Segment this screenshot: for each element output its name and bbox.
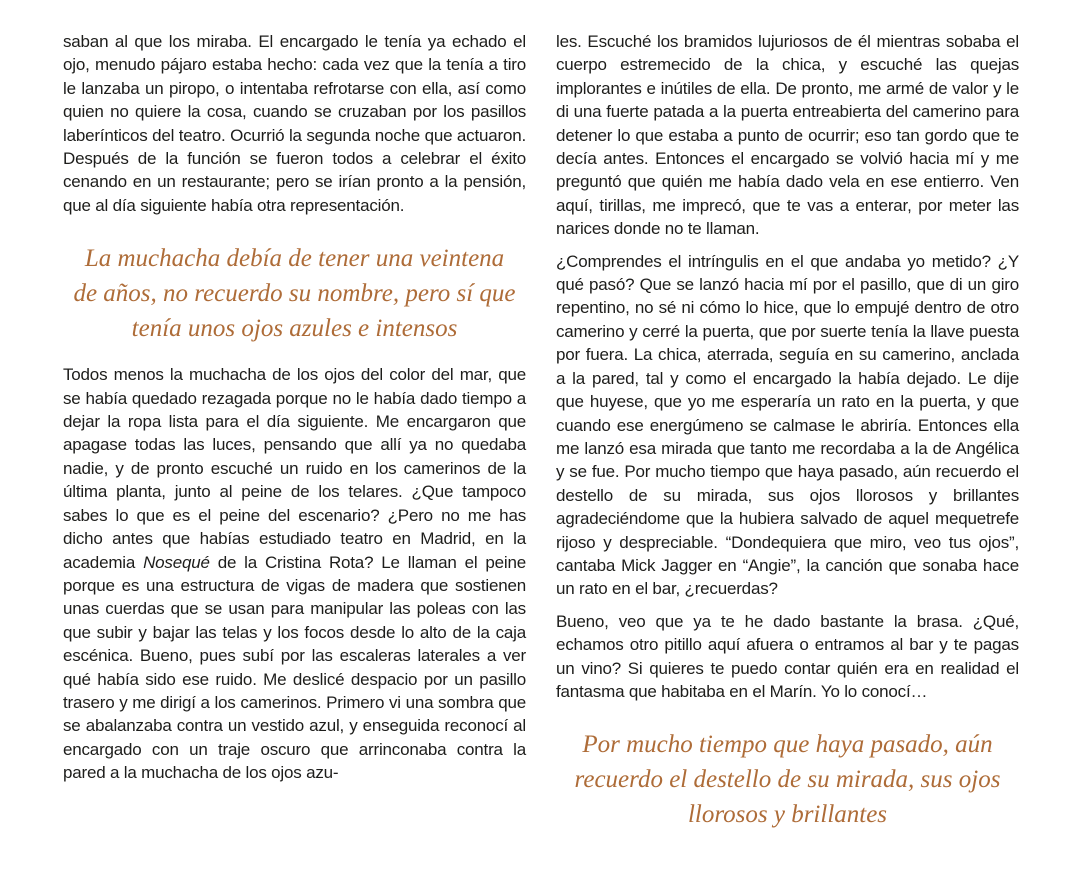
pull-quote-line: Por mucho tiempo que haya pasado, aún — [582, 731, 993, 759]
paragraph-text: ¿Comprendes el intríngulis en el que andaba yo metido? ¿Y qué pasó? Que se lanzó hacia mí por el pasillo, que di un giro repentino, no sé ni cómo lo hice, que lo empujé dentro de otro camerino y cerré la puerta, que por suerte tenía la llave puesta por fuera. La chica, aterrada, seguía en su camerino, anclada a la pared, tal y como el encargado la había dejado. Le dije que huyese, que yo me esperaría un rato en la puerta, y que cuando ese energúmeno se calmase le abriría. Entonces ella me lanzó esa mirada que tanto me recordaba a la de Angélica y se fue. Por mucho tiempo que haya pasado, aún recuerdo el destello de su mirada, sus ojos llorosos y brillantes agradeciéndome que la hubiera salvado de aquel mequetrefe rijoso y despreciable. “Dondequiera que miro, veo tus ojos”, cantaba Mick Jagger en “Angie”, la canción que sonaba hace un rato en el bar, ¿recuerdas? — [556, 251, 1019, 599]
pull-quote — [556, 727, 1019, 832]
body-paragraph — [63, 30, 526, 217]
paragraph-text: saban al que los miraba. El encargado le tenía ya echado el ojo, menudo pájaro estaba hecho: cada vez que la tenía a tiro le lanzaba un piropo, o intentaba refrotarse con ella, así como quien no quiere la cosa, cuando se cruzaban por los pasillos laberínticos del teatro. Ocurrió la segunda noche que actuaron. Después de la función se fueron todos a celebrar el éxito cenando en un restaurante; pero se irían pronto a la pensión, que al día siguiente había otra representación. — [63, 32, 526, 215]
pull-quote-line: tenía unos ojos azules e intensos — [131, 315, 458, 343]
paragraph-text: les. Escuché los bramidos lujuriosos de él mientras sobaba el cuerpo estremecido de la chica, y escuché las quejas implorantes e inútiles de ella. De pronto, me armé de valor y le di una fuerte patada a la puerta entreabierta del camerino para detener lo que estaba a punto de ocurrir; eso tan gordo que te decía antes. Entonces el encargado se volvió hacia mí y me preguntó que quién me había dado vela en ese entierro. Ven aquí, tirillas, me imprecó, que te vas a enterar, por meter las narices donde no te llaman. — [556, 32, 1019, 239]
pull-quote-line: recuerdo el destello de su mirada, sus ojos — [574, 766, 1001, 794]
pull-quote — [63, 241, 526, 346]
paragraph-text: de la Cristina Rota? Le llaman el peine porque es una estructura de vigas de madera que sostienen unas cuerdas que se usan para manipular las poleas con las que subir y bajar las telas y los focos desde lo alto de la caja escénica. Bueno, pues subí por las escaleras laterales a ver qué había sido ese ruido. Me deslicé despacio por un pasillo trasero y me dirigí a los camerinos. Primero vi una sombra que se abalanzaba contra un vestido azul, y enseguida reconocí al encargado con un traje oscuro que arrinconaba contra la pared a la muchacha de los ojos azu- — [63, 552, 526, 783]
right-column — [556, 30, 1019, 849]
left-column — [63, 30, 526, 849]
pull-quote-line: de años, no recuerdo su nombre, pero sí que — [73, 280, 516, 308]
paragraph-text: Bueno, veo que ya te he dado bastante la brasa. ¿Qué, echamos otro pitillo aquí afuera o entramos al bar y te pagas un vino? Si quieres te puedo contar quién era en realidad el fantasma que habitaba en el Marín. Yo lo conocí… — [556, 611, 1019, 701]
body-paragraph — [556, 250, 1019, 601]
body-paragraph — [556, 30, 1019, 241]
body-paragraph — [556, 610, 1019, 704]
pull-quote-line: llorosos y brillantes — [687, 801, 888, 829]
body-paragraph — [63, 363, 526, 784]
paragraph-text: Todos menos la muchacha de los ojos del color del mar, que se había quedado rezagada porque no le había dado tiempo a dejar la ropa lista para el día siguiente. Me encargaron que apagase todas las luces, pensando que allí ya no quedaba nadie, y de pronto escuché un ruido en los camerinos de la última planta, junto al peine de los telares. ¿Que tampoco sabes lo que es el peine del escenario? ¿Pero no me has dicho antes que habías estudiado teatro en Madrid, en la academia — [63, 365, 526, 572]
pull-quote-line: La muchacha debía de tener una veintena — [84, 245, 505, 273]
italic-text: Nosequé — [143, 552, 210, 572]
